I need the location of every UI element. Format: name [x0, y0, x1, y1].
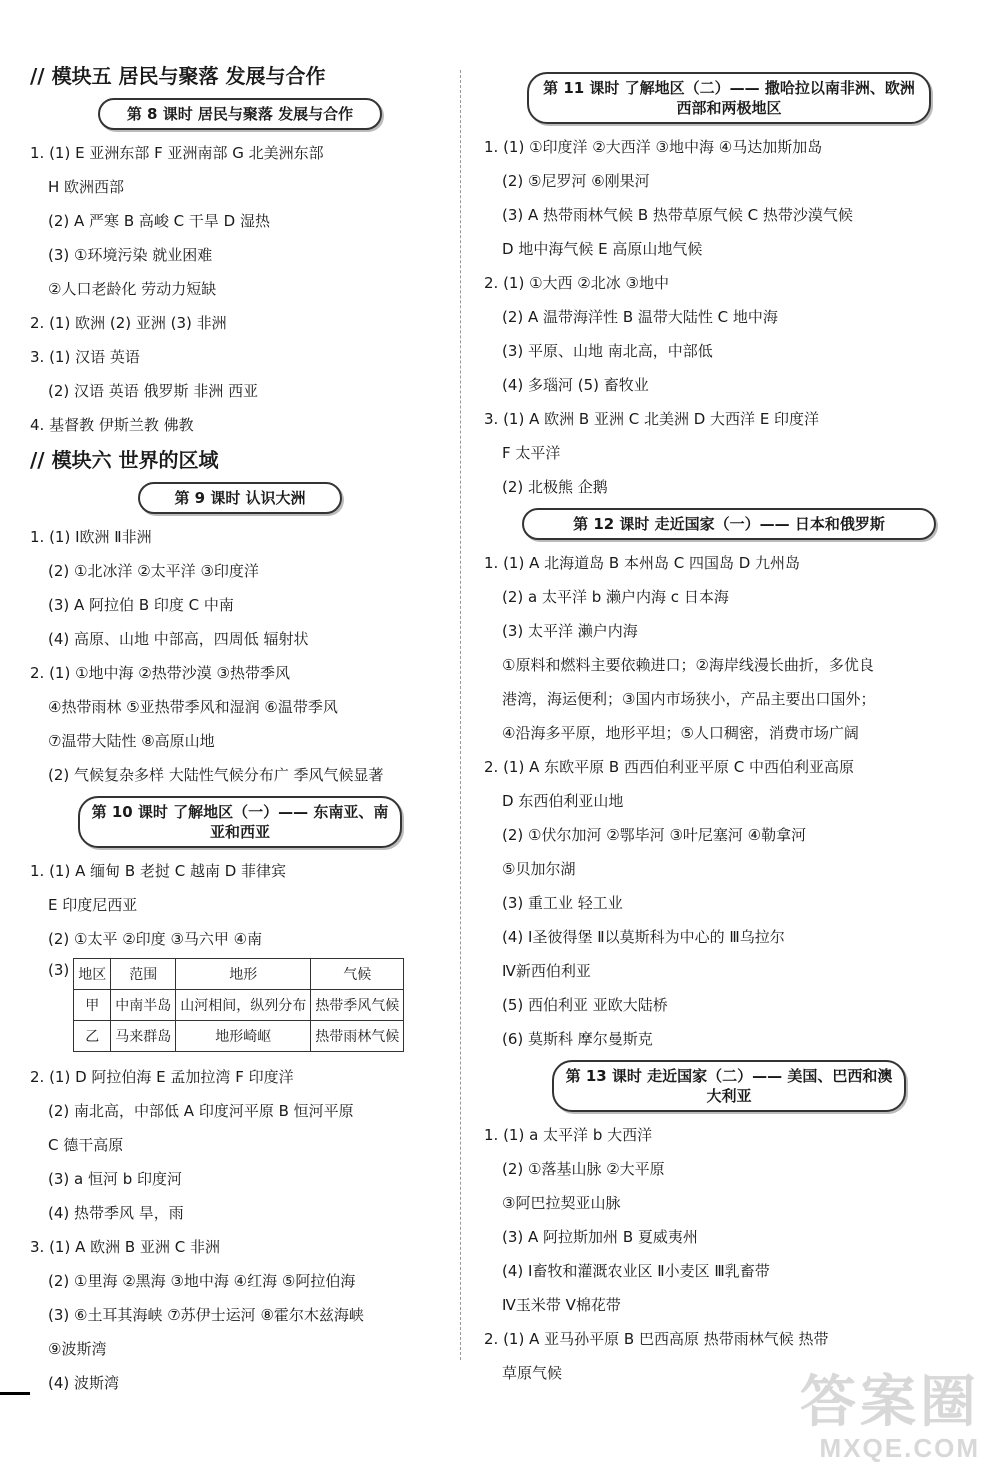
- lesson-10-answers: [30, 854, 450, 1400]
- answer-line: (3) 平原、山地 南北高，中部低: [502, 342, 713, 360]
- answer-line: (2) ①北冰洋 ②太平洋 ③印度洋: [48, 562, 259, 580]
- region-table: [73, 958, 404, 1052]
- answer-line: 2. (1) A 亚马孙平原 B 巴西高原 热带雨林气候 热带: [484, 1330, 829, 1348]
- table-question-number: (3): [48, 961, 70, 979]
- answer-line: (4) 高原、山地 中部高，四周低 辐射状: [48, 630, 309, 648]
- answer-line: (2) 北极熊 企鹅: [502, 478, 608, 496]
- answer-line: (2) 南北高，中部低 A 印度河平原 B 恒河平原: [48, 1102, 354, 1120]
- table-header-cell: 气候: [311, 959, 404, 990]
- table-cell: 热带季风气候: [311, 990, 404, 1021]
- table-header-row: [74, 959, 404, 990]
- answer-line: (3) ⑥土耳其海峡 ⑦苏伊士运河 ⑧霍尔木兹海峡: [48, 1306, 364, 1324]
- answer-line: (2) ①太平 ②印度 ③马六甲 ④南: [48, 930, 263, 948]
- lesson-9-header: 第 9 课时 认识大洲: [138, 482, 342, 514]
- table-header-cell: 地区: [74, 959, 111, 990]
- watermark-text: 答案圈: [800, 1370, 980, 1435]
- answer-line: (2) 汉语 英语 俄罗斯 非洲 西亚: [48, 382, 259, 400]
- answer-line: 2. (1) D 阿拉伯海 E 孟加拉湾 F 印度洋: [30, 1068, 294, 1086]
- table-cell: 热带雨林气候: [311, 1021, 404, 1052]
- answer-line: D 东西伯利亚山地: [502, 792, 624, 810]
- watermark-url: MXQE.COM: [819, 1433, 980, 1463]
- answer-line: (4) 波斯湾: [48, 1374, 120, 1392]
- answer-line: H 欧洲西部: [48, 178, 125, 196]
- answer-line: (3) 重工业 轻工业: [502, 894, 623, 912]
- answer-line: (2) a 太平洋 b 濑户内海 c 日本海: [502, 588, 729, 606]
- answer-line: (4) Ⅰ圣彼得堡 Ⅱ以莫斯科为中心的 Ⅲ乌拉尔: [502, 928, 785, 946]
- table-cell: 地形崎岖: [176, 1021, 311, 1052]
- lesson-8-answers: [30, 136, 450, 442]
- answer-line: 4. 基督教 伊斯兰教 佛教: [30, 416, 194, 434]
- answer-line: 1. (1) E 亚洲东部 F 亚洲南部 G 北美洲东部: [30, 144, 324, 162]
- answer-line: (2) A 温带海洋性 B 温带大陆性 C 地中海: [502, 308, 778, 326]
- answer-line: ③阿巴拉契亚山脉: [502, 1194, 621, 1212]
- answer-line: (5) 西伯利亚 亚欧大陆桥: [502, 996, 668, 1014]
- answer-line: 2. (1) A 东欧平原 B 西西伯利亚平原 C 中西伯利亚高原: [484, 758, 854, 776]
- page-corner-mark: [0, 1392, 30, 1395]
- table-header-cell: 地形: [176, 959, 311, 990]
- answer-line: (2) ①伏尔加河 ②鄂毕河 ③叶尼塞河 ④勒拿河: [502, 826, 807, 844]
- answer-line: 1. (1) A 北海道岛 B 本州岛 C 四国岛 D 九州岛: [484, 554, 801, 572]
- lesson-10-header: 第 10 课时 了解地区（一）—— 东南亚、南亚和西亚: [78, 796, 402, 848]
- answer-line: (3) ①环境污染 就业困难: [48, 246, 213, 264]
- answer-line: 草原气候: [502, 1364, 563, 1382]
- answer-line: Ⅳ新西伯利亚: [502, 962, 591, 980]
- lesson-11-header: 第 11 课时 了解地区（二）—— 撒哈拉以南非洲、欧洲西部和两极地区: [527, 72, 931, 124]
- answer-line: (2) A 严寒 B 高峻 C 干旱 D 湿热: [48, 212, 270, 230]
- module-six-title: // 模块六 世界的区域: [30, 448, 219, 472]
- answer-line: (2) ①落基山脉 ②大平原: [502, 1160, 665, 1178]
- answer-line: F 太平洋: [502, 444, 561, 462]
- answer-line: (4) 热带季风 旱，雨: [48, 1204, 184, 1222]
- answer-line: 2. (1) 欧洲 (2) 亚洲 (3) 非洲: [30, 314, 227, 332]
- table-row: [74, 990, 404, 1021]
- answer-line: ⑤贝加尔湖: [502, 860, 576, 878]
- answer-line: (2) 气候复杂多样 大陆性气候分布广 季风气候显著: [48, 766, 384, 784]
- answer-line: 1. (1) ①印度洋 ②大西洋 ③地中海 ④马达加斯加岛: [484, 138, 823, 156]
- answer-line: (3) A 阿拉伯 B 印度 C 中南: [48, 596, 234, 614]
- answer-line: ④沿海多平原，地形平坦；⑤人口稠密，消费市场广阔: [502, 724, 859, 742]
- answer-line: 3. (1) A 欧洲 B 亚洲 C 北美洲 D 大西洋 E 印度洋: [484, 410, 820, 428]
- watermark-logo: [800, 1370, 980, 1463]
- table-row: [74, 1021, 404, 1052]
- answer-line: 2. (1) ①地中海 ②热带沙漠 ③热带季风: [30, 664, 290, 682]
- left-column: [30, 58, 450, 1400]
- answer-line: ②人口老龄化 劳动力短缺: [48, 280, 217, 298]
- answer-line: (2) ①里海 ②黑海 ③地中海 ④红海 ⑤阿拉伯海: [48, 1272, 356, 1290]
- table-cell: 中南半岛: [111, 990, 176, 1021]
- lesson-12-header: 第 12 课时 走近国家（一）—— 日本和俄罗斯: [522, 508, 936, 540]
- answer-line: (3) A 阿拉斯加州 B 夏威夷州: [502, 1228, 698, 1246]
- answer-line: ④热带雨林 ⑤亚热带季风和湿润 ⑥温带季风: [48, 698, 338, 716]
- answer-line: ⑦温带大陆性 ⑧高原山地: [48, 732, 215, 750]
- answer-line: C 德干高原: [48, 1136, 124, 1154]
- table-cell: 山河相间，纵列分布: [176, 990, 311, 1021]
- answer-line: 3. (1) A 欧洲 B 亚洲 C 非洲: [30, 1238, 220, 1256]
- table-header-cell: 范围: [111, 959, 176, 990]
- answer-line: ⑨波斯湾: [48, 1340, 107, 1358]
- lesson-9-answers: [30, 520, 450, 792]
- answer-line: D 地中海气候 E 高原山地气候: [502, 240, 703, 258]
- answer-line: Ⅳ玉米带 Ⅴ棉花带: [502, 1296, 621, 1314]
- answer-line: (4) 多瑙河 (5) 畜牧业: [502, 376, 649, 394]
- answer-line: (4) Ⅰ畜牧和灌溉农业区 Ⅱ小麦区 Ⅲ乳畜带: [502, 1262, 770, 1280]
- answer-line: 港湾，海运便利；③国内市场狭小，产品主要出口国外；: [502, 690, 876, 708]
- lesson-13-header: 第 13 课时 走近国家（二）—— 美国、巴西和澳大利亚: [552, 1060, 906, 1112]
- answer-line: (6) 莫斯科 摩尔曼斯克: [502, 1030, 653, 1048]
- answer-line: (3) A 热带雨林气候 B 热带草原气候 C 热带沙漠气候: [502, 206, 853, 224]
- answer-line: 1. (1) a 太平洋 b 大西洋: [484, 1126, 653, 1144]
- lesson-12-answers: [484, 546, 974, 1056]
- table-cell: 马来群岛: [111, 1021, 176, 1052]
- region-table-block: [30, 958, 450, 1052]
- answer-line: ①原料和燃料主要依赖进口；②海岸线漫长曲折，多优良: [502, 656, 874, 674]
- column-divider: [460, 70, 461, 1360]
- answer-line: (2) ⑤尼罗河 ⑥刚果河: [502, 172, 650, 190]
- table-cell: 乙: [74, 1021, 111, 1052]
- right-column: [484, 58, 974, 1390]
- lesson-11-answers: [484, 130, 974, 504]
- answer-line: 3. (1) 汉语 英语: [30, 348, 140, 366]
- module-five-title: // 模块五 居民与聚落 发展与合作: [30, 64, 326, 88]
- answer-line: 1. (1) A 缅甸 B 老挝 C 越南 D 菲律宾: [30, 862, 287, 880]
- answer-line: 2. (1) ①大西 ②北冰 ③地中: [484, 274, 669, 292]
- answer-line: 1. (1) Ⅰ欧洲 Ⅱ非洲: [30, 528, 152, 546]
- lesson-8-header: 第 8 课时 居民与聚落 发展与合作: [98, 98, 382, 130]
- answer-line: E 印度尼西亚: [48, 896, 138, 914]
- lesson-13-answers: [484, 1118, 974, 1390]
- table-cell: 甲: [74, 990, 111, 1021]
- answer-line: (3) a 恒河 b 印度河: [48, 1170, 183, 1188]
- answer-line: (3) 太平洋 濑户内海: [502, 622, 638, 640]
